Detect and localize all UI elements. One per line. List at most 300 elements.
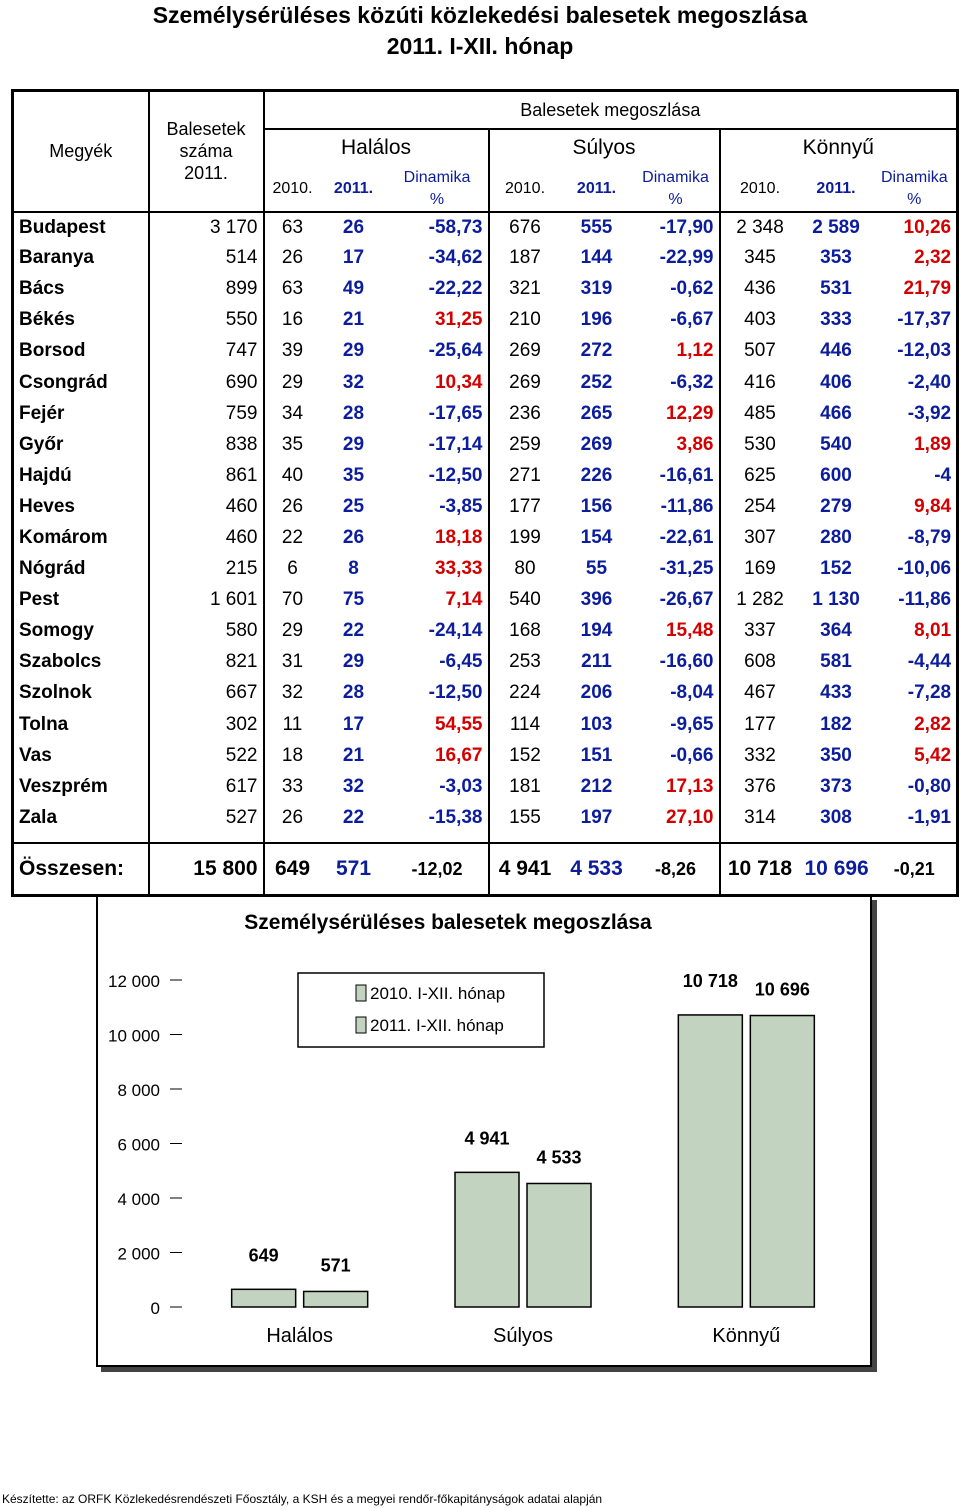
table-row — [13, 771, 958, 802]
county-name: Tolna — [13, 709, 149, 740]
header-group-halalos: Halálos — [264, 129, 489, 167]
konnyu-2010: 2 348 — [736, 216, 784, 238]
totals-row — [13, 843, 958, 895]
halalos-2010: 39 — [281, 340, 304, 362]
sulyos-dinamika: -6,67 — [633, 305, 720, 336]
konnyu-2011: 600 — [820, 464, 852, 486]
bar-könnyű-s2 — [750, 1016, 814, 1307]
sulyos-2010: 236 — [509, 402, 541, 424]
page-subtitle: 2011. I-XII. hónap — [386, 33, 574, 59]
konnyu-2011: 182 — [820, 713, 852, 735]
sulyos-dinamika: -31,25 — [633, 554, 720, 585]
sulyos-2011: 269 — [580, 433, 613, 455]
konnyu-2011: 540 — [820, 433, 852, 455]
data-label: 10 718 — [682, 970, 738, 991]
header-group-sulyos: Súlyos — [489, 129, 720, 167]
sulyos-dinamika: -16,60 — [633, 647, 720, 678]
accident-table — [11, 89, 959, 897]
data-label: 4 941 — [464, 1128, 510, 1149]
konnyu-2010: 1 282 — [736, 589, 784, 611]
sulyos-dinamika: 3,86 — [633, 429, 720, 460]
sulyos-dinamika: -0,66 — [633, 740, 720, 771]
halalos-2011: 17 — [342, 247, 365, 269]
sulyos-2010: 540 — [509, 589, 541, 611]
total-cell: 460 — [149, 522, 264, 553]
konnyu-dinamika: -17,37 — [897, 309, 952, 331]
totals-label: Összesen: — [13, 843, 149, 895]
x-category-label: Súlyos — [492, 1325, 554, 1347]
county-name: Zala — [13, 802, 149, 833]
header-s-dinamika — [633, 167, 720, 212]
county-name: Komárom — [13, 522, 149, 553]
totals-h11: 571 — [321, 843, 387, 895]
county-name: Fejér — [13, 398, 149, 429]
table-row — [13, 709, 958, 740]
totals-h10: 649 — [264, 843, 321, 895]
county-name: Vas — [13, 740, 149, 771]
table-row — [13, 212, 958, 243]
y-tick-label: 0 — [150, 1299, 160, 1318]
halalos-2010: 34 — [281, 402, 304, 424]
sulyos-2010: 676 — [509, 216, 541, 238]
sulyos-2010: 80 — [514, 558, 536, 580]
sulyos-2010: 271 — [509, 464, 541, 486]
konnyu-2010: 403 — [744, 309, 776, 331]
sulyos-dinamika: 1,12 — [633, 336, 720, 367]
konnyu-dinamika: 2,32 — [914, 247, 952, 269]
header-k-dinamika — [873, 167, 958, 212]
sulyos-2010: 187 — [509, 247, 541, 269]
halalos-dinamika: -12,50 — [387, 678, 489, 709]
halalos-2010: 22 — [281, 526, 304, 548]
konnyu-dinamika: -8,79 — [907, 526, 952, 548]
header-balesetek-line2: száma — [179, 141, 233, 162]
sulyos-2011: 272 — [580, 340, 613, 362]
konnyu-dinamika: 1,89 — [914, 433, 952, 455]
konnyu-dinamika: -4 — [934, 464, 952, 486]
halalos-dinamika: -34,62 — [387, 243, 489, 274]
halalos-dinamika: -6,45 — [387, 647, 489, 678]
chart-panel — [96, 895, 872, 1367]
halalos-2011: 29 — [342, 340, 365, 362]
total-cell: 522 — [149, 740, 264, 771]
konnyu-2010: 530 — [744, 433, 776, 455]
sulyos-2011: 212 — [580, 775, 613, 797]
konnyu-2010: 345 — [744, 247, 776, 269]
spacer-row — [13, 833, 958, 843]
county-name: Bács — [13, 274, 149, 305]
sulyos-dinamika: 17,13 — [633, 771, 720, 802]
county-name: Heves — [13, 491, 149, 522]
data-label: 649 — [248, 1245, 279, 1266]
konnyu-2010: 416 — [744, 371, 776, 393]
halalos-2010: 29 — [281, 620, 304, 642]
legend-label: 2011. I-XII. hónap — [370, 1016, 504, 1035]
header-h-2011: 2011. — [321, 167, 387, 212]
konnyu-2010: 467 — [744, 682, 776, 704]
halalos-2011: 32 — [342, 775, 365, 797]
halalos-2011: 35 — [342, 464, 365, 486]
halalos-2011: 21 — [342, 309, 365, 331]
total-cell: 550 — [149, 305, 264, 336]
legend-swatch — [356, 985, 366, 1001]
total-cell: 580 — [149, 616, 264, 647]
y-tick-label: 8 000 — [117, 1081, 160, 1100]
total-cell: 460 — [149, 491, 264, 522]
header-h-2010: 2010. — [264, 167, 321, 212]
konnyu-2010: 436 — [744, 278, 776, 300]
konnyu-2010: 177 — [744, 713, 776, 735]
totals-total: 15 800 — [149, 843, 264, 895]
bar-könnyű-s1 — [678, 1015, 742, 1307]
konnyu-dinamika: 21,79 — [903, 278, 952, 300]
header-group-konnyu: Könnyű — [802, 136, 874, 159]
county-name: Szolnok — [13, 678, 149, 709]
total-cell: 838 — [149, 429, 264, 460]
halalos-2010: 16 — [281, 309, 304, 331]
county-name: Hajdú — [13, 460, 149, 491]
footer-note: Készítette: az ORFK Közlekedésrendészeti Főosztály, a KSH és a megyei rendőr-főkapitányságok adatai alapján — [2, 1492, 603, 1506]
konnyu-dinamika: 9,84 — [914, 495, 952, 517]
halalos-dinamika: -3,03 — [387, 771, 489, 802]
konnyu-2011: 350 — [820, 744, 852, 766]
y-tick-label: 10 000 — [108, 1026, 160, 1046]
table-row — [13, 243, 958, 274]
table-row — [13, 305, 958, 336]
halalos-dinamika: -12,50 — [387, 460, 489, 491]
totals-sd: -8,26 — [633, 843, 720, 895]
table-row — [13, 554, 958, 585]
sulyos-2010: 269 — [509, 340, 541, 362]
total-cell: 302 — [149, 709, 264, 740]
sulyos-2010: 224 — [509, 682, 541, 704]
header-s-2010: 2010. — [489, 167, 561, 212]
table-body — [13, 212, 958, 834]
halalos-2010: 26 — [281, 806, 304, 828]
sulyos-dinamika: -6,32 — [633, 367, 720, 398]
header-s-dinamika-pct: % — [668, 190, 683, 208]
sulyos-2010: 114 — [509, 713, 541, 735]
sulyos-2011: 156 — [580, 495, 613, 517]
sulyos-2011: 211 — [581, 651, 612, 673]
konnyu-2010: 507 — [744, 340, 776, 362]
konnyu-2011: 373 — [820, 775, 852, 797]
header-row-1 — [13, 91, 958, 129]
halalos-2010: 33 — [281, 775, 304, 797]
header-k-dinamika-label: Dinamika — [880, 168, 948, 186]
halalos-2010: 31 — [281, 651, 304, 673]
halalos-2011: 49 — [342, 278, 365, 300]
halalos-2010: 26 — [281, 495, 304, 517]
sulyos-dinamika: -9,65 — [633, 709, 720, 740]
konnyu-2010: 608 — [744, 651, 776, 673]
header-h-dinamika — [387, 167, 489, 212]
header-h-dinamika-pct: % — [429, 190, 445, 208]
halalos-dinamika: 54,55 — [387, 709, 489, 740]
konnyu-2011: 531 — [820, 278, 852, 300]
sulyos-2011: 206 — [580, 682, 613, 704]
county-name: Baranya — [13, 243, 149, 274]
y-tick-label: 6 000 — [117, 1135, 160, 1155]
sulyos-dinamika: -26,67 — [633, 585, 720, 616]
sulyos-2011: 226 — [580, 464, 613, 486]
halalos-dinamika: -24,14 — [387, 616, 489, 647]
halalos-2010: 35 — [281, 433, 304, 455]
table-row — [13, 398, 958, 429]
konnyu-2010: 376 — [744, 775, 776, 797]
konnyu-dinamika: -4,44 — [907, 651, 952, 673]
header-megyek: Megyék — [13, 91, 149, 212]
konnyu-dinamika: 5,42 — [914, 744, 952, 766]
konnyu-2011: 1 130 — [812, 589, 860, 611]
y-tick-label: 2 000 — [117, 1244, 160, 1264]
konnyu-dinamika: 8,01 — [914, 620, 952, 642]
table-row — [13, 616, 958, 647]
halalos-dinamika: -22,22 — [387, 274, 489, 305]
konnyu-2011: 279 — [820, 495, 852, 517]
table-row — [13, 802, 958, 833]
county-name: Békés — [13, 305, 149, 336]
header-s-dinamika-label: Dinamika — [642, 168, 709, 186]
data-label: 4 533 — [536, 1147, 582, 1168]
table-row — [13, 740, 958, 771]
halalos-dinamika: -17,14 — [387, 429, 489, 460]
total-cell: 821 — [149, 647, 264, 678]
sulyos-2010: 269 — [509, 371, 541, 393]
data-label: 571 — [320, 1255, 351, 1276]
header-k-2011: 2011. — [800, 167, 873, 212]
table-row — [13, 647, 958, 678]
halalos-dinamika: 7,14 — [387, 585, 489, 616]
sulyos-2011: 194 — [580, 620, 613, 642]
konnyu-dinamika: -1,91 — [907, 806, 952, 828]
halalos-dinamika: 16,67 — [387, 740, 489, 771]
sulyos-2011: 555 — [580, 216, 613, 238]
konnyu-2010: 169 — [744, 558, 776, 580]
header-balesetek-szama — [149, 91, 264, 212]
halalos-2010: 6 — [287, 558, 298, 580]
totals-k10: 10 718 — [720, 843, 800, 895]
konnyu-dinamika: -2,40 — [907, 371, 952, 393]
konnyu-dinamika: -3,92 — [907, 402, 952, 424]
sulyos-dinamika: 27,10 — [633, 802, 720, 833]
table-row — [13, 274, 958, 305]
table-row — [13, 678, 958, 709]
bar-halálos-s2 — [304, 1291, 368, 1307]
konnyu-2011: 280 — [820, 526, 852, 548]
sulyos-2010: 210 — [509, 309, 541, 331]
bar-súlyos-s2 — [527, 1183, 591, 1307]
table-row — [13, 367, 958, 398]
total-cell: 514 — [149, 243, 264, 274]
header-s-2011: 2011. — [561, 167, 633, 212]
total-cell: 667 — [149, 678, 264, 709]
total-cell: 3 170 — [149, 212, 264, 243]
county-name: Budapest — [13, 212, 149, 243]
totals-hd: -12,02 — [387, 843, 489, 895]
konnyu-2010: 337 — [744, 620, 776, 642]
county-name: Pest — [13, 585, 149, 616]
halalos-2011: 17 — [342, 713, 365, 735]
halalos-2010: 32 — [281, 682, 304, 704]
y-tick-label: 4 000 — [117, 1190, 160, 1209]
sulyos-dinamika: -17,90 — [633, 212, 720, 243]
sulyos-dinamika: -22,61 — [633, 522, 720, 553]
table-row — [13, 429, 958, 460]
table-row — [13, 336, 958, 367]
konnyu-2010: 307 — [744, 526, 776, 548]
halalos-2010: 11 — [282, 713, 303, 735]
legend-label: 2010. I-XII. hónap — [370, 984, 506, 1003]
table-row — [13, 460, 958, 491]
sulyos-2011: 396 — [580, 589, 613, 611]
data-label: 10 696 — [754, 979, 810, 1000]
konnyu-dinamika: -0,80 — [907, 775, 952, 797]
header-k-dinamika-pct: % — [907, 190, 922, 208]
chart-title: Személysérüléses balesetek megoszlása — [244, 911, 652, 934]
halalos-dinamika: -17,65 — [387, 398, 489, 429]
bar-súlyos-s1 — [455, 1172, 519, 1307]
konnyu-2011: 364 — [820, 620, 852, 642]
x-category-label: Halálos — [266, 1325, 334, 1347]
total-cell: 759 — [149, 398, 264, 429]
sulyos-2011: 144 — [580, 247, 613, 269]
konnyu-dinamika: 10,26 — [903, 216, 952, 238]
page-title: Személysérüléses közúti közlekedési balesetek megoszlása — [152, 2, 808, 28]
totals-s11: 4 533 — [561, 843, 633, 895]
sulyos-2010: 152 — [509, 744, 541, 766]
total-cell: 1 601 — [149, 585, 264, 616]
halalos-2010: 26 — [281, 247, 304, 269]
konnyu-2011: 152 — [820, 558, 852, 580]
konnyu-dinamika: 2,82 — [914, 713, 952, 735]
halalos-dinamika: -3,85 — [387, 491, 489, 522]
halalos-2010: 70 — [281, 589, 304, 611]
halalos-2011: 26 — [342, 216, 365, 238]
sulyos-2011: 55 — [585, 558, 608, 580]
bar-chart — [98, 897, 874, 1369]
halalos-2011: 75 — [342, 589, 365, 611]
county-name: Somogy — [13, 616, 149, 647]
county-name: Borsod — [13, 336, 149, 367]
sulyos-dinamika: -0,62 — [633, 274, 720, 305]
totals-s10: 4 941 — [489, 843, 561, 895]
halalos-2011: 21 — [342, 744, 365, 766]
total-cell: 899 — [149, 274, 264, 305]
konnyu-2010: 485 — [744, 402, 776, 424]
sulyos-2011: 154 — [580, 526, 613, 548]
sulyos-dinamika: -8,04 — [633, 678, 720, 709]
table-row — [13, 491, 958, 522]
total-cell: 861 — [149, 460, 264, 491]
konnyu-2010: 625 — [744, 464, 776, 486]
konnyu-2010: 254 — [744, 495, 776, 517]
header-balesetek-line3: 2011. — [184, 163, 228, 184]
sulyos-2010: 253 — [509, 651, 541, 673]
total-cell: 215 — [149, 554, 264, 585]
bar-halálos-s1 — [232, 1289, 296, 1307]
konnyu-dinamika: -12,03 — [897, 340, 952, 362]
sulyos-2011: 265 — [580, 402, 613, 424]
sulyos-dinamika: -16,61 — [633, 460, 720, 491]
halalos-2011: 8 — [348, 558, 359, 580]
konnyu-2011: 2 589 — [812, 216, 860, 238]
halalos-dinamika: 10,34 — [387, 367, 489, 398]
header-k-2010: 2010. — [720, 167, 800, 212]
totals-k11: 10 696 — [800, 843, 873, 895]
total-cell: 617 — [149, 771, 264, 802]
konnyu-2011: 433 — [820, 682, 852, 704]
header-balesetek-line1: Balesetek — [166, 119, 246, 140]
header-megoszlas: Balesetek megoszlása — [264, 91, 958, 129]
konnyu-2010: 332 — [744, 744, 776, 766]
halalos-2010: 29 — [281, 371, 304, 393]
konnyu-2011: 581 — [820, 651, 852, 673]
total-cell: 747 — [149, 336, 264, 367]
county-name: Szabolcs — [13, 647, 149, 678]
sulyos-2010: 168 — [509, 620, 541, 642]
sulyos-2010: 259 — [509, 433, 541, 455]
halalos-2011: 26 — [342, 526, 365, 548]
konnyu-2011: 446 — [820, 340, 852, 362]
halalos-2010: 40 — [281, 464, 304, 486]
sulyos-dinamika: -11,86 — [633, 491, 720, 522]
county-name: Győr — [13, 429, 149, 460]
sulyos-dinamika: 15,48 — [633, 616, 720, 647]
halalos-2011: 32 — [342, 371, 365, 393]
konnyu-2011: 406 — [820, 371, 852, 393]
konnyu-2011: 466 — [820, 402, 852, 424]
halalos-2011: 29 — [342, 433, 365, 455]
total-cell: 527 — [149, 802, 264, 833]
halalos-2011: 28 — [342, 402, 365, 424]
halalos-2011: 22 — [342, 806, 365, 828]
halalos-2011: 28 — [342, 682, 365, 704]
county-name: Csongrád — [13, 367, 149, 398]
county-name: Nógrád — [13, 554, 149, 585]
sulyos-2011: 196 — [580, 309, 613, 331]
sulyos-2011: 252 — [580, 371, 613, 393]
halalos-dinamika: 31,25 — [387, 305, 489, 336]
halalos-dinamika: 18,18 — [387, 522, 489, 553]
sulyos-2010: 181 — [509, 775, 541, 797]
totals-kd: -0,21 — [873, 843, 958, 895]
sulyos-2010: 199 — [509, 526, 541, 548]
halalos-dinamika: 33,33 — [387, 554, 489, 585]
halalos-dinamika: -15,38 — [387, 802, 489, 833]
halalos-2010: 63 — [281, 278, 304, 300]
sulyos-2011: 197 — [580, 806, 613, 828]
sulyos-2010: 321 — [509, 278, 541, 300]
county-name: Veszprém — [13, 771, 149, 802]
konnyu-2010: 314 — [744, 806, 776, 828]
konnyu-dinamika: -7,28 — [907, 682, 952, 704]
sulyos-2010: 155 — [509, 806, 541, 828]
table-row — [13, 522, 958, 553]
konnyu-dinamika: -11,86 — [898, 589, 952, 611]
x-category-label: Könnyű — [712, 1325, 781, 1347]
konnyu-2011: 333 — [820, 309, 852, 331]
halalos-dinamika: -25,64 — [387, 336, 489, 367]
halalos-2010: 18 — [281, 744, 304, 766]
halalos-2011: 22 — [342, 620, 365, 642]
halalos-2011: 29 — [342, 651, 365, 673]
halalos-2010: 63 — [281, 216, 304, 238]
total-cell: 690 — [149, 367, 264, 398]
header-h-dinamika-label: Dinamika — [403, 168, 471, 186]
konnyu-2011: 308 — [820, 806, 852, 828]
sulyos-dinamika: 12,29 — [633, 398, 720, 429]
